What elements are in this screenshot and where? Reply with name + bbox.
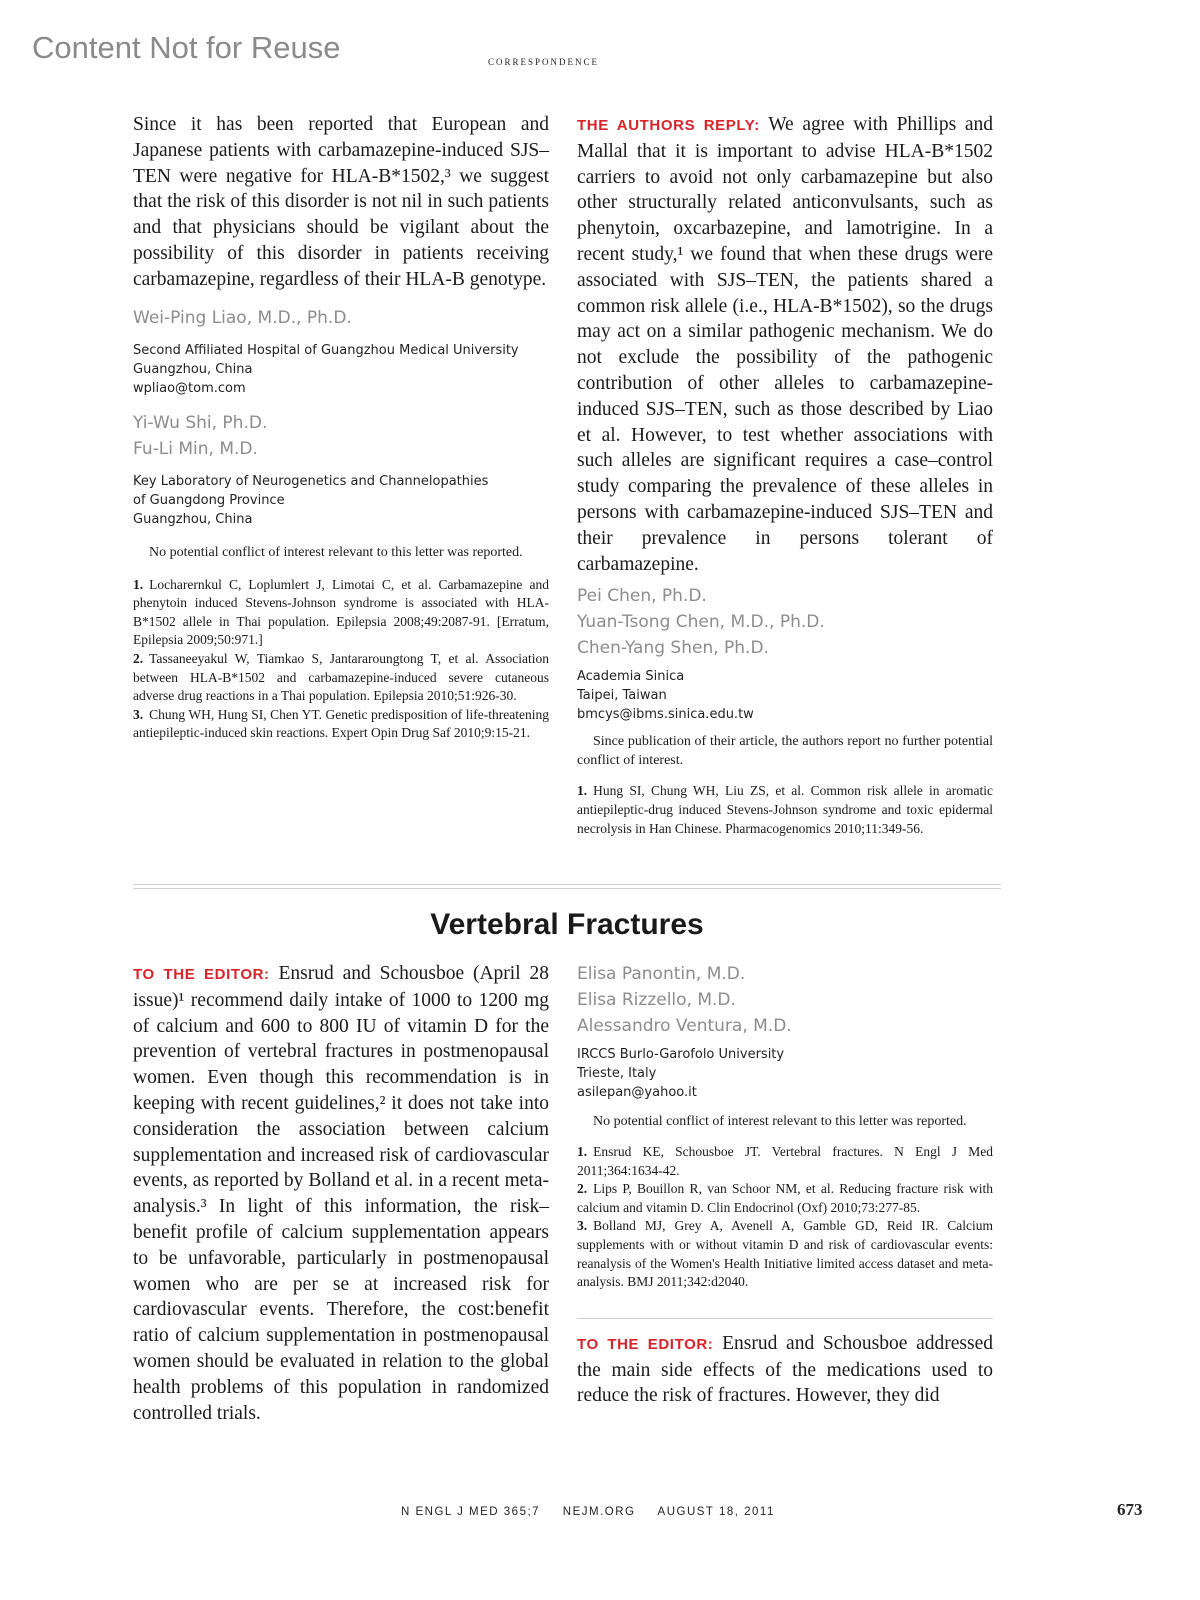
disclosure-note: Since publication of their article, the authors report no further potential conflict of interest. bbox=[577, 734, 993, 769]
affiliation-line: Guangzhou, China bbox=[133, 511, 253, 527]
lead-in-label: TO THE EDITOR: bbox=[133, 966, 270, 983]
footer-journal: N ENGL J MED 365;7 bbox=[401, 1506, 541, 1518]
bottom-right-column bbox=[577, 961, 993, 1409]
reference-item: 2. Tassaneeyakul W, Tiamkao S, Jantararoungtong T, et al. Association between HLA-B*1502 and carbamazepine-induced severe cutaneous adverse drug reactions in a Thai population. Epilepsia 2010;51:926-30. bbox=[133, 650, 549, 704]
author-name: Elisa Panontin, M.D. bbox=[577, 964, 746, 984]
author-email-link[interactable]: asilepan@yahoo.it bbox=[577, 1085, 697, 1100]
reference-item: 2. Lips P, Bouillon R, van Schoor NM, et al. Reducing fracture risk with calcium and vitamin D. Clin Endocrinol (Oxf) 2010;73:277-85. bbox=[577, 1181, 993, 1215]
author-name: Pei Chen, Ph.D. bbox=[577, 586, 707, 607]
letter-body: THE AUTHORS REPLY: We agree with Phillips and Mallal that it is important to advise HLA-B*1502 carriers to avoid not only carbamazepine but also other structurally related anticonvulsants, such as phenytoin, oxcarbazepine, and lamotrigine. In a recent study,¹ we found that when these drugs were associated with SJS–TEN, the patients shared a common risk allele (i.e., HLA-B*1502), so the drugs may act on a similar pathogenic mechanism. We do not exclude the possibility of the pathogenic contribution of other alleles to carbamazepine-induced SJS–TEN, such as those described by Liao et al. However, to test whether associations with such alleles are significant requires a case–control study comparing the prevalence of these alleles in persons with carbamazepine-induced SJS–TEN and their prevalence in persons tolerant of carbamazepine. bbox=[577, 114, 994, 575]
reference-item: 1. Ensrud KE, Schousboe JT. Vertebral fractures. N Engl J Med 2011;364:1634-42. bbox=[577, 1144, 993, 1178]
footer-site-link[interactable]: NEJM.ORG bbox=[562, 1506, 636, 1518]
footer-date: AUGUST 18, 2011 bbox=[657, 1506, 775, 1518]
reference-item: 3. Chung WH, Hung SI, Chen YT. Genetic predisposition of life-threatening antiepileptic-induced skin reactions. Expert Opin Drug Saf 2010;9:15-21. bbox=[133, 706, 549, 741]
watermark: Content Not for Reuse bbox=[32, 30, 341, 65]
lead-in-label: THE AUTHORS REPLY: bbox=[577, 117, 760, 134]
top-right-column bbox=[577, 112, 993, 838]
letter-body: Since it has been reported that European and Japanese patients with carbamazepine-induced SJS–TEN were negative for HLA-B*1502,³ we suggest that the risk of this disorder is not nil in such patients and that physicians should be vigilant about the possibility of this disorder in patients receiving carbamazepine, regardless of their HLA-B genotype. bbox=[133, 114, 549, 290]
letter-body: TO THE EDITOR: Ensrud and Schousboe addressed the main side effects of the medications used to reduce the risk of fractures. However, they did bbox=[577, 1332, 994, 1407]
author-name: Chen-Yang Shen, Ph.D. bbox=[577, 638, 769, 659]
author-name: Yi-Wu Shi, Ph.D. bbox=[133, 412, 268, 433]
lead-in-label: TO THE EDITOR: bbox=[577, 1335, 714, 1353]
bottom-left-column bbox=[133, 961, 549, 1426]
reference-list bbox=[577, 782, 993, 838]
disclosure-note: No potential conflict of interest relevant to this letter was reported. bbox=[149, 544, 523, 560]
affiliation-line: of Guangdong Province bbox=[133, 492, 285, 508]
author-name: Elisa Rizzello, M.D. bbox=[577, 990, 736, 1010]
author-name: Wei-Ping Liao, M.D., Ph.D. bbox=[133, 307, 352, 328]
letter-body: TO THE EDITOR: Ensrud and Schousboe (April 28 issue)¹ recommend daily intake of 1000 to 1200 mg of calcium and 600 to 800 IU of vitamin D for the prevention of vertebral fractures in postmenopausal women. Even though this recommendation is in keeping with recent guidelines,² it does not take into consideration the association between calcium supplementation and increased risk of cardiovascular events, as reported by Bolland et al. in a recent meta-analysis.³ In light of this information, the risk–benefit profile of calcium supplementation appears to be unfavorable, particularly in postmenopausal women who are per se at increased risk for cardiovascular events. Therefore, the cost:benefit ratio of calcium supplementation in postmenopausal women should be evaluated in relation to the global health problems of this population in randomized controlled trials. bbox=[133, 963, 549, 1424]
author-name: Alessandro Ventura, M.D. bbox=[577, 1016, 792, 1036]
affiliation-line: Academia Sinica bbox=[577, 669, 685, 685]
reference-list bbox=[133, 576, 549, 743]
author-email-link[interactable]: bmcys@ibms.sinica.edu.tw bbox=[577, 707, 754, 723]
top-left-column bbox=[133, 112, 549, 743]
reference-item: 1. Locharernkul C, Loplumlert J, Limotai C, et al. Carbamazepine and phenytoin induced Stevens-Johnson syndrome is associated with HLA-B*1502 allele in Thai population. Epilepsia 2008;49:2087-91. [Erratum, Epilepsia 2009;50:971.] bbox=[133, 576, 549, 648]
running-header: correspondence bbox=[488, 53, 600, 68]
reference-item: 3. Bolland MJ, Grey A, Avenell A, Gamble GD, Reid IR. Calcium supplements with or without vitamin D and risk of cardiovascular events: reanalysis of the Women's Health Initiative limited access dataset and meta-analysis. BMJ 2011;342:d2040. bbox=[577, 1218, 993, 1290]
affiliation-line: Key Laboratory of Neurogenetics and Channelopathies bbox=[133, 473, 489, 489]
author-email-link[interactable]: wpliao@tom.com bbox=[133, 380, 246, 396]
affiliation-line: Guangzhou, China bbox=[133, 361, 253, 377]
page-footer bbox=[401, 1506, 793, 1518]
affiliation-line: Second Affiliated Hospital of Guangzhou Medical University bbox=[133, 342, 519, 358]
affiliation-line: IRCCS Burlo-Garofolo University bbox=[577, 1047, 785, 1062]
affiliation-line: Trieste, Italy bbox=[577, 1066, 657, 1081]
section-divider bbox=[133, 884, 1001, 889]
author-name: Yuan-Tsong Chen, M.D., Ph.D. bbox=[577, 612, 825, 633]
page-number: 673 bbox=[1117, 1500, 1143, 1519]
disclosure-note: No potential conflict of interest relevant to this letter was reported. bbox=[593, 1114, 967, 1129]
author-name: Fu-Li Min, M.D. bbox=[133, 438, 258, 459]
reference-item: 1. Hung SI, Chung WH, Liu ZS, et al. Common risk allele in aromatic antiepileptic-drug induced Stevens-Johnson syndrome and toxic epidermal necrolysis in Han Chinese. Pharmacogenomics 2010;11:349-56. bbox=[577, 783, 993, 836]
reference-list bbox=[577, 1143, 993, 1292]
affiliation-line: Taipei, Taiwan bbox=[577, 688, 667, 704]
section-title: Vertebral Fractures bbox=[430, 908, 704, 941]
